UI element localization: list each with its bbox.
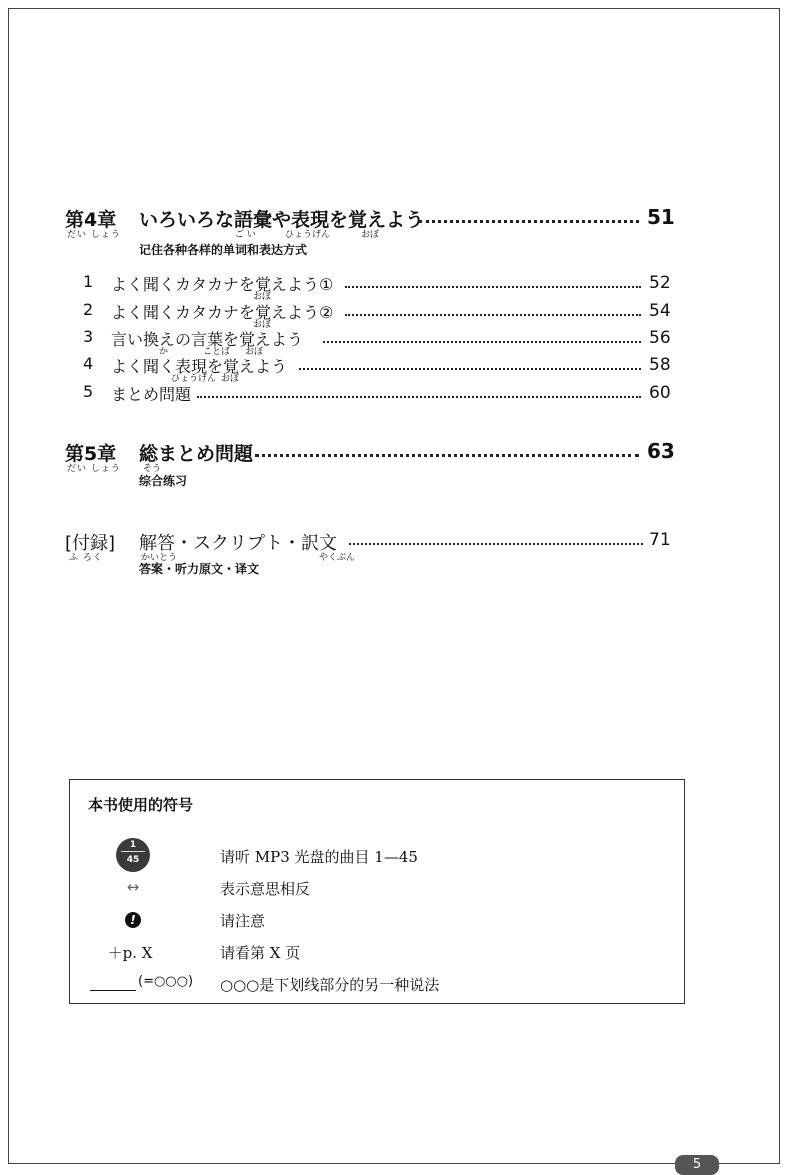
item-2-leader bbox=[345, 314, 641, 316]
item-1-number: 1 bbox=[83, 272, 94, 291]
item-3-leader bbox=[323, 341, 641, 343]
book-page bbox=[8, 8, 780, 1172]
legend-row-4-desc: 请看第 X 页 bbox=[220, 944, 301, 962]
item-3-title[interactable]: 言い換えの言葉を覚えよう bbox=[111, 330, 304, 349]
item-4-reading-obo: おぼ bbox=[221, 374, 240, 384]
chapter-4-label-reading: だい しょう bbox=[67, 230, 121, 240]
item-3-reading-kotoba: ことば bbox=[203, 347, 231, 357]
legend-title: 本书使用的符号 bbox=[88, 796, 194, 814]
appendix-title[interactable]: 解答・スクリプト・訳文 bbox=[139, 533, 337, 554]
item-2-page: 54 bbox=[649, 301, 671, 321]
page-reference-symbol: ＋p. X bbox=[107, 944, 153, 962]
chapter-5-subtitle: 综合练习 bbox=[139, 474, 188, 488]
cd-track-end: 45 bbox=[126, 855, 140, 865]
chapter-4-leader bbox=[419, 220, 639, 223]
attention-icon: ! bbox=[125, 912, 141, 928]
chapter-5-label-reading: だい しょう bbox=[67, 464, 121, 474]
item-5-leader bbox=[197, 396, 641, 398]
item-4-reading-hyougen: ひょうげん bbox=[171, 374, 217, 384]
item-1-leader bbox=[345, 286, 641, 288]
appendix-subtitle: 答案・听力原文・译文 bbox=[139, 562, 260, 576]
cd-track-icon bbox=[116, 838, 150, 872]
item-4-number: 4 bbox=[83, 354, 94, 373]
item-1-page: 52 bbox=[649, 273, 671, 293]
chapter-4-title-reading-obo: おぼ bbox=[361, 230, 380, 240]
appendix-title-reading-kaitou: かいとう bbox=[141, 553, 178, 563]
item-3-reading-ka: か bbox=[159, 347, 169, 357]
item-4-page: 58 bbox=[649, 355, 671, 375]
legend-row-3-desc: 请注意 bbox=[220, 912, 266, 930]
opposite-arrow-icon: ↔ bbox=[126, 878, 140, 896]
chapter-5-leader bbox=[255, 454, 639, 457]
item-4-title[interactable]: よく聞く表現を覚えよう bbox=[111, 357, 288, 376]
item-3-number: 3 bbox=[83, 327, 94, 346]
item-1-title[interactable]: よく聞くカタカナを覚えよう① bbox=[111, 275, 334, 294]
appendix-label: [付録] bbox=[65, 533, 116, 554]
appendix-leader bbox=[349, 543, 643, 545]
item-5-title[interactable]: まとめ問題 bbox=[111, 385, 192, 404]
chapter-5-label: 第5章 bbox=[65, 443, 117, 465]
cd-track-start: 1 bbox=[129, 840, 137, 850]
chapter-4-subtitle: 记住各种各样的单词和表达方式 bbox=[139, 243, 308, 257]
legend-row-5-desc: ○○○是下划线部分的另一种说法 bbox=[220, 976, 440, 994]
paraphrase-symbol: (=○○○) bbox=[138, 974, 194, 989]
item-3-page: 56 bbox=[649, 328, 671, 348]
chapter-4-title-reading-hyougen: ひょうげん bbox=[285, 230, 331, 240]
item-2-number: 2 bbox=[83, 300, 94, 319]
item-2-title[interactable]: よく聞くカタカナを覚えよう② bbox=[111, 303, 334, 322]
symbol-legend-box bbox=[69, 779, 685, 1004]
item-5-page: 60 bbox=[649, 383, 671, 403]
chapter-4-title[interactable]: いろいろな語彙や表現を覚えよう bbox=[139, 209, 425, 231]
legend-row-2-desc: 表示意思相反 bbox=[220, 880, 311, 898]
item-3-reading-obo: おぼ bbox=[245, 347, 264, 357]
appendix-page: 71 bbox=[649, 530, 671, 550]
legend-row-1-desc: 请听 MP3 光盘的曲目 1—45 bbox=[220, 848, 418, 866]
item-5-number: 5 bbox=[83, 382, 94, 401]
appendix-label-reading: ふ ろく bbox=[69, 553, 103, 563]
chapter-5-page: 63 bbox=[647, 439, 675, 463]
chapter-5-title-reading: そう bbox=[143, 464, 162, 474]
cd-divider bbox=[121, 851, 145, 852]
chapter-4-label: 第4章 bbox=[65, 209, 117, 231]
appendix-title-reading-yakubun: やくぶん bbox=[319, 553, 356, 563]
chapter-4-title-reading-goi: ご い bbox=[235, 230, 256, 240]
page-number-badge: 5 bbox=[675, 1155, 719, 1175]
underline-blank bbox=[90, 990, 136, 991]
chapter-5-title[interactable]: 総まとめ問題 bbox=[139, 443, 254, 465]
item-1-reading: おぼ bbox=[253, 292, 272, 302]
item-4-leader bbox=[299, 368, 641, 370]
item-2-reading: おぼ bbox=[253, 320, 272, 330]
chapter-4-page: 51 bbox=[647, 205, 675, 229]
